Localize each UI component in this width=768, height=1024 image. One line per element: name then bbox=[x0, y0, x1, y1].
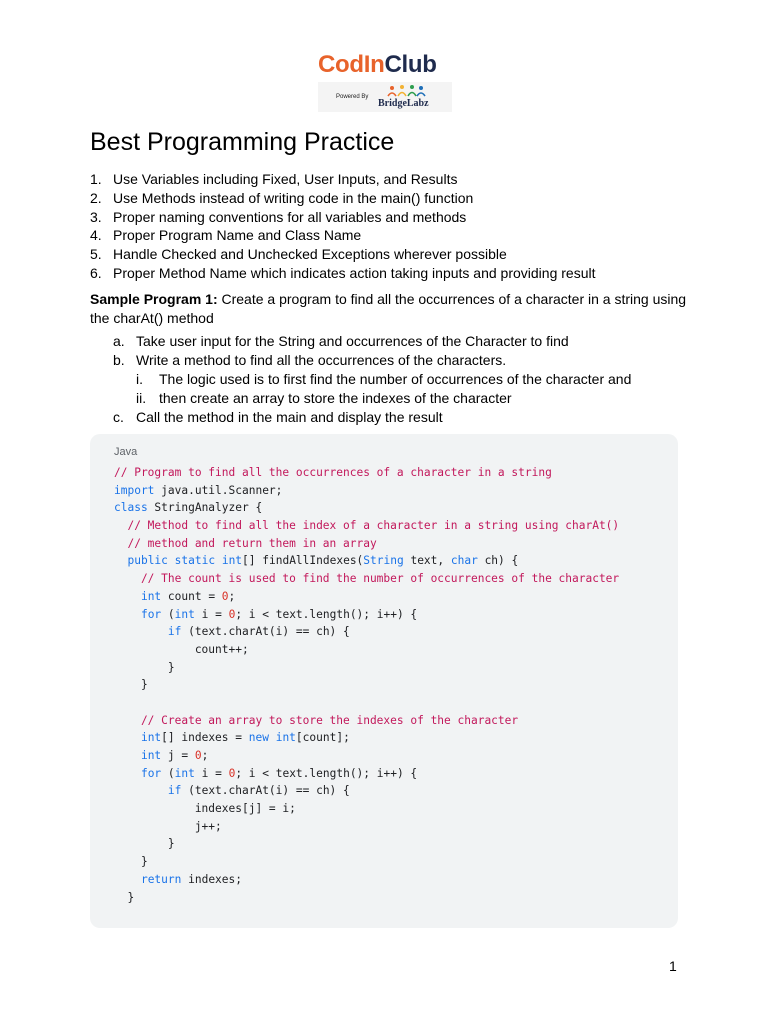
step-text: Write a method to find all the occurrences of the characters. bbox=[136, 352, 507, 368]
step-item bbox=[113, 351, 631, 370]
code-token: int bbox=[174, 607, 195, 621]
practice-number: 6. bbox=[90, 264, 102, 281]
page-title: Best Programming Practice bbox=[90, 128, 395, 156]
code-line bbox=[114, 623, 619, 641]
code-token: i = bbox=[194, 766, 229, 780]
code-token bbox=[168, 554, 175, 567]
code-line bbox=[114, 482, 619, 500]
code-token: int bbox=[140, 749, 162, 762]
code-line bbox=[114, 552, 619, 570]
code-token: } bbox=[114, 660, 175, 674]
code-token: ; bbox=[201, 749, 209, 762]
code-line bbox=[114, 464, 619, 482]
code-token bbox=[114, 554, 127, 567]
code-token: import bbox=[114, 483, 155, 497]
code-token: 0 bbox=[228, 766, 236, 780]
code-token: 0 bbox=[228, 607, 236, 621]
page-number: 1 bbox=[669, 958, 677, 974]
practice-number: 3. bbox=[90, 208, 102, 225]
practice-item bbox=[90, 189, 596, 208]
code-token: [] indexes = bbox=[161, 731, 249, 745]
code-line bbox=[114, 694, 619, 712]
code-token: int bbox=[275, 731, 296, 745]
step-text: The logic used is to first find the number of occurrences of the character and bbox=[159, 371, 632, 387]
code-language-label: Java bbox=[114, 446, 138, 458]
code-token: java.util.Scanner; bbox=[154, 483, 283, 497]
code-token: ; bbox=[228, 589, 236, 603]
practice-text: Handle Checked and Unchecked Exceptions wherever possible bbox=[113, 246, 507, 263]
code-line bbox=[114, 499, 619, 517]
code-line bbox=[114, 606, 619, 624]
code-token: if bbox=[167, 784, 182, 798]
code-token: j = bbox=[161, 749, 195, 762]
code-token: // Program to find all the occurrences of a character in a string bbox=[114, 466, 552, 479]
code-token bbox=[215, 554, 222, 567]
step-text: Call the method in the main and display the result bbox=[136, 409, 443, 425]
code-token bbox=[114, 731, 141, 744]
sample-program-paragraph bbox=[90, 290, 690, 328]
code-token: [count]; bbox=[295, 731, 350, 745]
code-token: // The count is used to find the number of occurrences of the character bbox=[114, 572, 620, 586]
step-marker: i. bbox=[136, 371, 143, 387]
practice-text: Proper naming conventions for all variables and methods bbox=[113, 208, 467, 225]
step-text: then create an array to store the indexes of the character bbox=[159, 390, 512, 406]
code-token: // method and return them in an array bbox=[114, 536, 377, 550]
code-token: ; i < text.length(); i++) { bbox=[235, 607, 418, 621]
code-token: i = bbox=[194, 607, 229, 621]
bridgelabz-badge bbox=[318, 82, 452, 112]
code-token: for bbox=[140, 607, 162, 621]
code-token: int bbox=[174, 766, 195, 780]
code-token bbox=[269, 731, 276, 744]
practice-text: Proper Method Name which indicates action taking inputs and providing result bbox=[113, 264, 596, 281]
code-token: } bbox=[114, 837, 175, 851]
code-token: (text.charAt(i) == ch) { bbox=[181, 625, 350, 639]
code-token: static bbox=[174, 554, 216, 568]
code-line bbox=[114, 818, 619, 836]
practice-number: 4. bbox=[90, 227, 102, 244]
code-token bbox=[114, 590, 141, 603]
code-line bbox=[114, 712, 619, 730]
code-line bbox=[114, 588, 619, 606]
code-token bbox=[114, 608, 141, 621]
code-token: String bbox=[363, 554, 404, 568]
code-token bbox=[114, 749, 141, 762]
code-token: return bbox=[140, 872, 182, 886]
step-item bbox=[113, 389, 631, 408]
practice-text: Proper Program Name and Class Name bbox=[113, 227, 362, 244]
code-line bbox=[114, 853, 619, 871]
code-token: indexes; bbox=[181, 872, 242, 886]
code-token: indexes[j] = i; bbox=[114, 802, 296, 816]
code-token: 0 bbox=[194, 749, 202, 762]
code-token: int bbox=[140, 731, 162, 745]
code-token: public bbox=[127, 554, 168, 568]
code-token: int bbox=[140, 589, 162, 603]
practice-number: 2. bbox=[90, 189, 102, 206]
practice-number: 1. bbox=[90, 171, 102, 187]
code-token: text, bbox=[403, 554, 451, 568]
practice-item bbox=[90, 245, 596, 264]
code-line bbox=[114, 747, 619, 765]
code-token: } bbox=[114, 890, 135, 904]
code-line bbox=[114, 782, 619, 800]
code-token: // Method to find all the index of a character in a string using charAt() bbox=[114, 519, 620, 533]
step-marker: b. bbox=[113, 352, 125, 368]
step-marker: a. bbox=[113, 333, 125, 349]
code-token bbox=[114, 767, 141, 780]
logo-part-codin: CodIn bbox=[318, 51, 385, 78]
code-line bbox=[114, 835, 619, 853]
code-token: ; i < text.length(); i++) { bbox=[235, 766, 418, 780]
code-line bbox=[114, 765, 619, 783]
code-token: for bbox=[140, 766, 162, 780]
code-line bbox=[114, 641, 619, 659]
code-token: ch) { bbox=[477, 554, 519, 568]
practice-item bbox=[90, 170, 596, 189]
code-token bbox=[114, 784, 168, 797]
code-token: char bbox=[450, 554, 478, 568]
code-line bbox=[114, 729, 619, 747]
code-token: new bbox=[248, 731, 269, 745]
step-item bbox=[113, 408, 631, 427]
step-text: Take user input for the String and occurrences of the Character to find bbox=[136, 333, 569, 349]
code-line bbox=[114, 871, 619, 889]
code-token: StringAnalyzer { bbox=[147, 501, 263, 515]
bridgelabz-people-icon bbox=[386, 84, 426, 98]
practice-item bbox=[90, 208, 596, 227]
code-token: int bbox=[221, 554, 243, 568]
code-token: } bbox=[114, 678, 148, 692]
code-line bbox=[114, 517, 619, 535]
step-item bbox=[113, 370, 631, 389]
code-token: j++; bbox=[114, 819, 222, 833]
code-token: count = bbox=[161, 589, 222, 603]
logo-part-club: Club bbox=[384, 51, 437, 78]
steps-list bbox=[113, 332, 631, 427]
practice-item bbox=[90, 264, 596, 283]
powered-by-text: Powered By bbox=[336, 94, 369, 100]
code-token: // Create an array to store the indexes of the character bbox=[114, 713, 519, 727]
code-line bbox=[114, 659, 619, 677]
code-token: if bbox=[167, 625, 182, 639]
sample-program-text: Create a program to find all the occurrences of a character in a string using the charAt() method bbox=[90, 291, 687, 326]
practice-text: Use Variables including Fixed, User Inputs, and Results bbox=[113, 171, 458, 187]
practice-item bbox=[90, 226, 596, 245]
step-marker: c. bbox=[113, 409, 124, 425]
code-block bbox=[90, 434, 678, 928]
code-token bbox=[114, 625, 168, 638]
code-token: (text.charAt(i) == ch) { bbox=[181, 784, 350, 798]
code-token bbox=[114, 873, 141, 886]
code-token: ( bbox=[161, 766, 175, 780]
practices-list bbox=[90, 170, 596, 283]
code-token: ( bbox=[161, 607, 175, 621]
code-line bbox=[114, 676, 619, 694]
code-line bbox=[114, 800, 619, 818]
practice-text: Use Methods instead of writing code in the main() function bbox=[113, 189, 474, 206]
step-item bbox=[113, 332, 631, 351]
code-content bbox=[114, 464, 619, 906]
code-token: 0 bbox=[221, 589, 229, 603]
practice-number: 5. bbox=[90, 246, 102, 263]
code-token: [] findAllIndexes( bbox=[242, 554, 364, 568]
code-line bbox=[114, 535, 619, 553]
sample-program-label: Sample Program 1: bbox=[90, 291, 218, 307]
step-marker: ii. bbox=[136, 390, 147, 406]
code-line bbox=[114, 889, 619, 907]
code-token: count++; bbox=[114, 642, 249, 656]
code-token: } bbox=[114, 855, 148, 869]
code-line bbox=[114, 570, 619, 588]
bridgelabz-name: BridgeLabz bbox=[378, 98, 429, 109]
codinclub-logo bbox=[318, 52, 452, 114]
logo-wordmark bbox=[318, 52, 452, 78]
code-token: class bbox=[114, 501, 148, 515]
